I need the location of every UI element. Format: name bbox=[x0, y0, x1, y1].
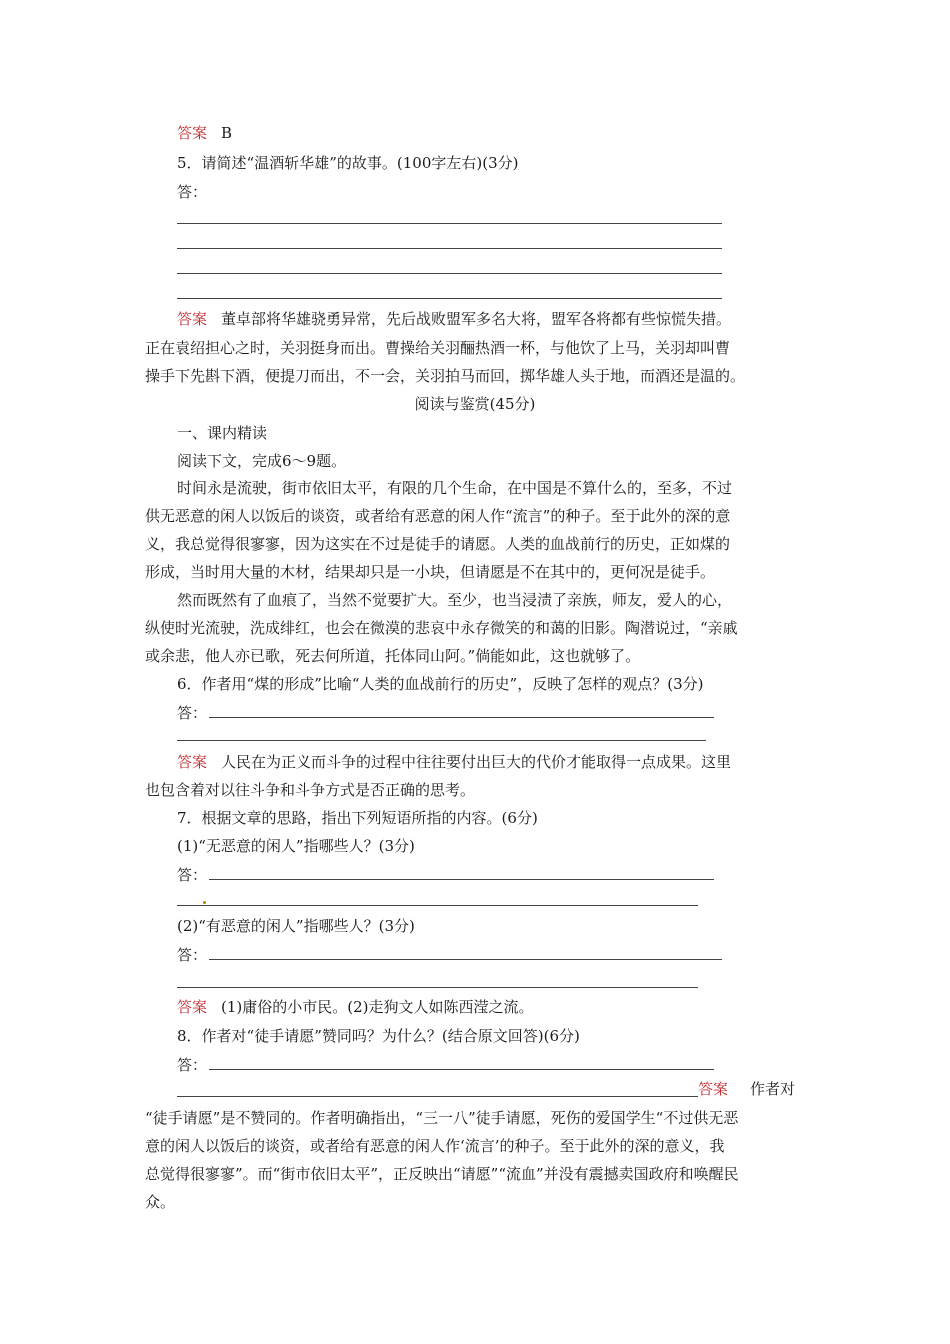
dot-mark bbox=[203, 901, 206, 904]
answer-line bbox=[209, 1069, 714, 1070]
answer-line bbox=[177, 905, 698, 906]
q7-sub1: (1)“无恶意的闲人”指哪些人？(3分) bbox=[177, 837, 415, 855]
answer-line bbox=[177, 740, 706, 741]
answer-text: 董卓部将华雄骁勇异常，先后战败盟军多名大将，盟军各将都有些惊慌失措。 bbox=[221, 310, 732, 328]
answer-label: 答案 bbox=[177, 124, 208, 142]
answer-text: (1)庸俗的小市民。(2)走狗文人如陈西滢之流。 bbox=[221, 998, 534, 1016]
passage-line: 形成，当时用大量的木材，结果却只是一小块，但请愿是不在其中的，更何况是徒手。 bbox=[145, 563, 716, 581]
answer-label: 答案 bbox=[177, 998, 208, 1016]
answer-line bbox=[177, 223, 722, 224]
q8-answer-line: 众。 bbox=[145, 1193, 176, 1211]
passage-line: 时间永是流驶，街市依旧太平，有限的几个生命，在中国是不算什么的，至多，不过 bbox=[177, 479, 733, 497]
answer-label: 答案 bbox=[177, 753, 208, 771]
answer-line bbox=[177, 298, 722, 299]
q8-question: 8．作者对“徒手请愿”赞同吗？为什么？(结合原文回答)(6分) bbox=[177, 1027, 580, 1045]
q5-answer-prompt: 答： bbox=[177, 183, 208, 201]
answer-line bbox=[177, 987, 698, 988]
passage-line: 或余悲，他人亦已歌，死去何所道，托体同山阿。”倘能如此，这也就够了。 bbox=[145, 647, 641, 665]
q5-question: 5．请简述“温酒斩华雄”的故事。(100字左右)(3分) bbox=[177, 154, 519, 172]
q7-sub2: (2)“有恶意的闲人”指哪些人？(3分) bbox=[177, 917, 415, 935]
q7-answer bbox=[177, 997, 534, 1017]
q6-answer-line: 也包含着对以往斗争和斗争方式是否正确的思考。 bbox=[145, 781, 476, 799]
q5-answer-first-line bbox=[177, 309, 731, 329]
answer-line bbox=[177, 1096, 698, 1097]
section-subtitle: 一、课内精读 bbox=[177, 424, 268, 442]
answer-text: 作者对 bbox=[750, 1080, 796, 1098]
answer-line bbox=[209, 717, 714, 718]
section-instruction: 阅读下文，完成6～9题。 bbox=[177, 452, 347, 470]
q8-answer-line: 意的闲人以饭后的谈资，或者给有恶意的闲人作‘流言’的种子。至于此外的深的意义，我 bbox=[145, 1137, 725, 1155]
q8-answer-prompt: 答： bbox=[177, 1056, 208, 1074]
q7-question: 7．根据文章的思路，指出下列短语所指的内容。(6分) bbox=[177, 809, 538, 827]
section-title: 阅读与鉴赏(45分) bbox=[414, 395, 536, 413]
passage-line: 纵使时光流驶，洗成绯红，也会在微漠的悲哀中永存微笑的和蔼的旧影。陶潜说过，“亲戚 bbox=[145, 619, 738, 637]
passage-line: 然而既然有了血痕了，当然不觉要扩大。至少，也当浸渍了亲族，师友，爱人的心， bbox=[177, 591, 733, 609]
q8-answer-line: 总觉得很寥寥”。而“街市依旧太平”，正反映出“请愿”“流血”并没有震撼卖国政府和唤醒民 bbox=[145, 1165, 739, 1183]
answer-line bbox=[209, 959, 722, 960]
answer-line bbox=[209, 879, 714, 880]
answer-label: 答案 bbox=[698, 1080, 729, 1098]
q6-answer-prompt: 答： bbox=[177, 704, 208, 722]
q4-answer bbox=[177, 123, 232, 143]
answer-line bbox=[177, 248, 722, 249]
passage-line: 供无恶意的闲人以饭后的谈资，或者给有恶意的闲人作“流言”的种子。至于此外的深的意 bbox=[145, 507, 731, 525]
answer-text: 人民在为正义而斗争的过程中往往要付出巨大的代价才能取得一点成果。这里 bbox=[221, 753, 732, 771]
q7-answer-prompt-2: 答： bbox=[177, 946, 208, 964]
passage-line: 义，我总觉得很寥寥，因为这实在不过是徒手的请愿。人类的血战前行的历史，正如煤的 bbox=[145, 535, 731, 553]
q8-answer-line: “徒手请愿”是不赞同的。作者明确指出，“三一八”徒手请愿，死伤的爱国学生“不过供无恶 bbox=[145, 1109, 739, 1127]
q5-answer-line: 操手下先斟下酒，便提刀而出，不一会，关羽拍马而回，掷华雄人头于地，而酒还是温的。 bbox=[145, 367, 746, 385]
q7-answer-prompt: 答： bbox=[177, 866, 208, 884]
answer-line bbox=[177, 273, 722, 274]
q6-question: 6．作者用“煤的形成”比喻“人类的血战前行的历史”，反映了怎样的观点？(3分) bbox=[177, 675, 704, 693]
q8-answer-start bbox=[698, 1079, 795, 1099]
answer-label: 答案 bbox=[177, 310, 208, 328]
q6-answer-first-line bbox=[177, 752, 731, 772]
q5-answer-line: 正在袁绍担心之时，关羽挺身而出。曹操给关羽酾热酒一杯，与他饮了上马，关羽却叫曹 bbox=[145, 339, 731, 357]
answer-value: B bbox=[221, 124, 233, 142]
